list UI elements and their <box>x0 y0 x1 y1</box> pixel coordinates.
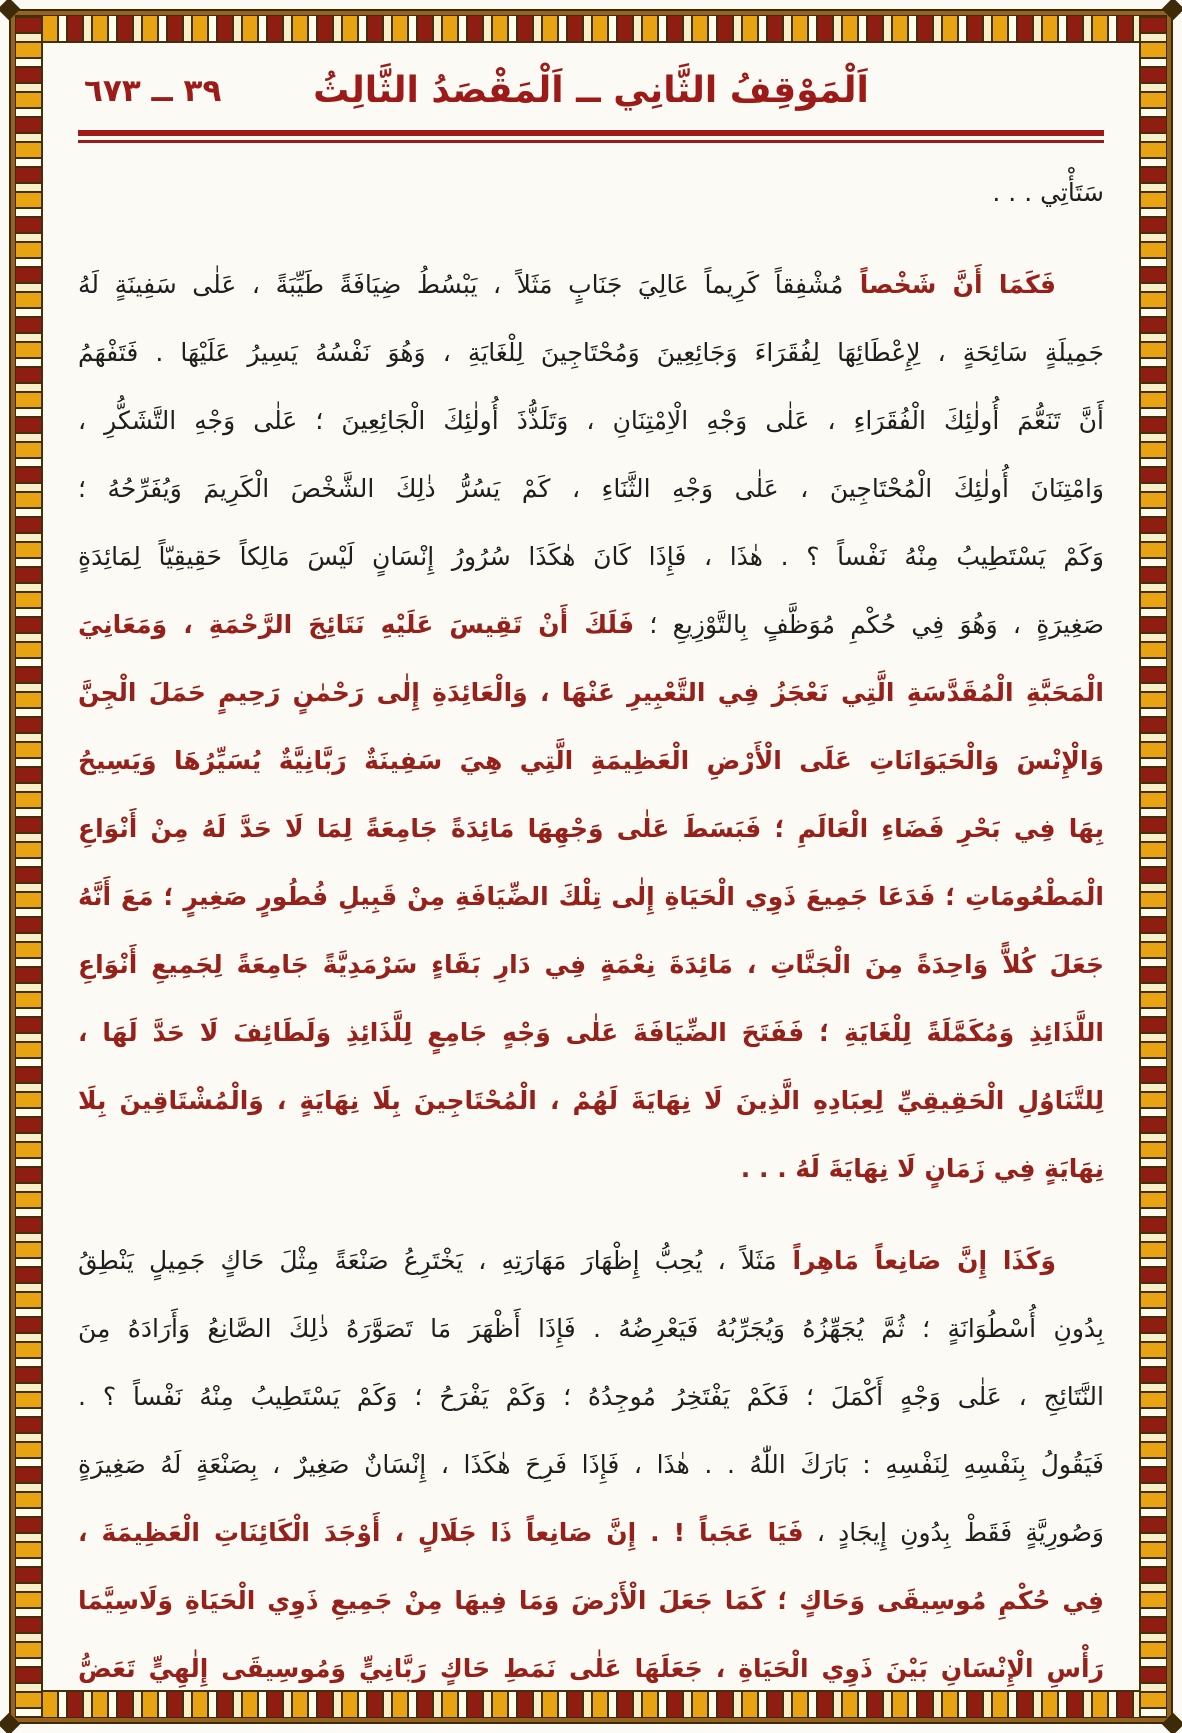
text-segment: الْمَطْعُومَاتِ ؛ فَدَعَا جَمِيعَ ذَوِي الْحَيَاةِ إِلٰى تِلْكَ الضِّيَافَةِ مِنْ قَبِيلِ فُطُورٍ صَغِيرٍ ؛ مَعَ أَنَّهُ <box>78 882 1104 911</box>
page-title: اَلْمَوْقِفُ الثَّانِي ــ اَلْمَقْصَدُ الثَّالِثُ <box>313 70 869 111</box>
text-segment: فَيَقُولُ بِنَفْسِهِ لِنَفْسِهِ : بَارَكَ اللّٰهُ . . هٰذَا ، فَإِذَا فَرِحَ هٰكَذَا ، إِنْسَانٌ صَغِيرٌ ، بِصَنْعَةٍ لَهُ صَغِيرَةٍ <box>78 1450 1104 1479</box>
text-line <box>78 455 1104 523</box>
text-segment: رَأْسِ الْإِنْسَانِ بَيْنَ ذَوِي الْحَيَاةِ ، جَعَلَهَا عَلٰى نَمَطِ حَاكٍ رَبَّانِيٍّ وَمُوسِيقَى إِلٰهِيٍّ تَعَضُّ <box>78 1654 1104 1683</box>
text-line <box>78 727 1104 795</box>
text-line <box>78 1135 1104 1203</box>
text-line <box>78 659 1104 727</box>
page-header <box>78 62 1104 124</box>
text-line <box>78 251 1104 319</box>
text-line <box>78 523 1104 591</box>
text-segment: مُشْفِقاً كَرِيماً عَالِيَ جَنَابٍ مَثَلاً ، يَبْسُطُ ضِيَافَةً طَيِّبَةً ، عَلٰى سَفِينَةٍ لَهُ <box>78 270 844 299</box>
text-segment: جَمِيلَةٍ سَائِحَةٍ ، لِإِعْطَائِهَا لِفُقَرَاءَ وَجَائِعِينَ وَمُحْتَاجِينَ لِلْغَايَةِ ، وَهُوَ نَفْسُهُ يَسِيرُ عَلَيْهَا . فَتَفْهَمُ <box>78 338 1104 367</box>
text-segment: جَعَلَ كُلاًّ وَاحِدَةً مِنَ الْجَنَّاتِ ، مَائِدَةَ نِعْمَةٍ فِي دَارِ بَقَاءٍ سَرْمَدِيَّةً جَامِعَةً لِجَمِيعِ أَنْوَاعِ <box>78 950 1104 979</box>
text-line <box>78 931 1104 999</box>
text-line <box>78 1363 1104 1431</box>
text-segment: وَصُورِيَّةٍ فَقَطْ بِدُونِ إِيجَادٍ ، <box>803 1518 1105 1547</box>
text-line <box>78 863 1104 931</box>
border-pattern-top <box>16 16 1166 43</box>
text-line <box>78 1227 1104 1295</box>
text-segment: بِدُونِ أُسْطُوَانَةٍ ؛ ثُمَّ يُجَهِّزُهُ وَيُجَرِّبُهُ فَيَعْرِضُهُ . فَإِذَا أَظْهَرَ مَا تَصَوَّرَهُ ذٰلِكَ الصَّانِعُ وَأَرَادَهُ مِنَ <box>78 1314 1104 1343</box>
text-segment: صَغِيرَةٍ ، وَهُوَ فِي حُكْمِ مُوَظَّفٍ بِالتَّوْزِيعِ ؛ <box>634 610 1104 639</box>
border-pattern-left <box>16 16 43 1717</box>
text-segment: فَلَكَ أَنْ تَقِيسَ عَلَيْهِ نَتَائِجَ الرَّحْمَةِ ، وَمَعَانِيَ <box>78 610 635 639</box>
text-segment: وَالْإِنْسَ وَالْحَيَوَانَاتِ عَلَى الْأَرْضِ الْعَظِيمَةِ الَّتِي هِيَ سَفِينَةٌ رَبَّانِيَّةٌ يُسَيِّرُهَا وَيَسِيحُ <box>78 746 1104 775</box>
text-line <box>78 1499 1104 1567</box>
ornate-border <box>9 9 1173 1724</box>
text-segment: الْمَحَبَّةِ الْمُقَدَّسَةِ الَّتِي نَعْجَزُ فِي التَّعْبِيرِ عَنْهَا ، وَالْعَائِدَةِ إِلٰى رَحْمٰنٍ رَحِيمٍ حَمَلَ الْجِنَّ <box>78 678 1104 707</box>
double-rule-thin <box>78 140 1104 143</box>
text-line <box>78 1567 1104 1635</box>
text-line <box>78 999 1104 1067</box>
text-segment: فَكَمَا أَنَّ شَخْصاً <box>843 270 1056 299</box>
border-pattern-right <box>1139 16 1166 1717</box>
text-segment: فِي حُكْمِ مُوسِيقَى وَحَاكٍ ؛ كَمَا جَعَلَ الْأَرْضَ وَمَا فِيهَا مِنْ جَمِيعِ ذَوِي الْحَيَاةِ وَلَاسِيَّمَا <box>78 1586 1104 1615</box>
text-segment: وَامْتِنَانَ أُولٰئِكَ الْمُحْتَاجِينَ ، عَلٰى وَجْهِ الثَّنَاءِ ، كَمْ يَسُرُّ ذٰلِكَ الشَّخْصَ الْكَرِيمَ وَيُفَرِّحُهُ ؛ <box>78 474 1104 503</box>
text-segment: النَّتَائِجِ ، عَلٰى وَجْهٍ أَكْمَلَ ؛ فَكَمْ يَفْتَخِرُ مُوجِدُهُ ؛ وَكَمْ يَفْرَحُ ؛ وَكَمْ يَسْتَطِيبُ مِنْهُ نَفْساً ؟ . <box>78 1382 1104 1411</box>
text-segment: وَكَمْ يَسْتَطِيبُ مِنْهُ نَفْساً ؟ . هٰذَا ، فَإِذَا كَانَ هٰكَذَا سُرُورُ إِنْسَانٍ لَيْسَ مَالِكاً حَقِيقِيّاً لِمَائِدَةٍ <box>78 542 1104 571</box>
text-segment: أَنَّ تَنَعُّمَ أُولٰئِكَ الْفُقَرَاءِ ، عَلٰى وَجْهِ الْاِمْتِنَانِ ، وَتَلَذُّذَ أُولٰئِكَ الْجَائِعِينَ ؛ عَلٰى وَجْهِ التَّشَكُّرِ ، <box>78 406 1104 435</box>
text-line <box>78 1635 1104 1689</box>
text-segment: وَكَذَا إِنَّ صَانِعاً مَاهِراً <box>776 1246 1056 1275</box>
text-line <box>78 387 1104 455</box>
double-rule-thick <box>78 130 1104 136</box>
text-line <box>78 1295 1104 1363</box>
text-line <box>78 319 1104 387</box>
text-line <box>78 1431 1104 1499</box>
paragraph <box>78 251 1104 1203</box>
text-segment: لِلتَّنَاوُلِ الْحَقِيقِيِّ لِعِبَادِهِ الَّذِينَ لَا نِهَايَةَ لَهُمْ ، الْمُحْتَاجِينَ بِلَا نِهَايَةٍ ، وَالْمُشْتَاقِينَ بِلَا <box>78 1086 1104 1115</box>
text-segment: اللَّذَائِذِ وَمُكَمَّلَةً لِلْغَايَةِ ؛ فَفَتَحَ الضِّيَافَةَ عَلٰى وَجْهٍ جَامِعٍ لِلَّذَائِذِ وَلَطَائِفَ لَا حَدَّ لَهَا ، <box>78 1018 1104 1047</box>
paragraph <box>78 1227 1104 1689</box>
ornate-border-inner <box>15 15 1167 1718</box>
text-segment: نِهَايَةٍ فِي زَمَانٍ لَا نِهَايَةَ لَهُ . . . <box>740 1154 1104 1183</box>
text-segment: مَثَلاً ، يُحِبُّ إِظْهَارَ مَهَارَتِهِ ، يَخْتَرِعُ صَنْعَةً مِثْلَ حَاكٍ جَمِيلٍ يَنْطِقُ <box>78 1246 777 1275</box>
double-rule <box>78 130 1104 143</box>
page-content <box>44 44 1138 1689</box>
border-pattern-bottom <box>16 1690 1166 1717</box>
text-line <box>78 1067 1104 1135</box>
body-text <box>78 159 1104 1689</box>
opening-line: سَتَأْتِي . . . <box>992 178 1104 207</box>
text-segment: فَيَا عَجَباً ! . إِنَّ صَانِعاً ذَا جَلَالٍ ، أَوْجَدَ الْكَائِنَاتِ الْعَظِيمَةَ ، <box>78 1518 804 1547</box>
text-line <box>78 591 1104 659</box>
text-line <box>78 795 1104 863</box>
text-segment: بِهَا فِي بَحْرِ فَضَاءِ الْعَالَمِ ؛ فَبَسَطَ عَلٰى وَجْهِهَا مَائِدَةً جَامِعَةً لِمَا لَا حَدَّ لَهُ مِنْ أَنْوَاعِ <box>78 814 1104 843</box>
page-number: ٣٩ ــ ٦٧٣ <box>84 73 222 109</box>
